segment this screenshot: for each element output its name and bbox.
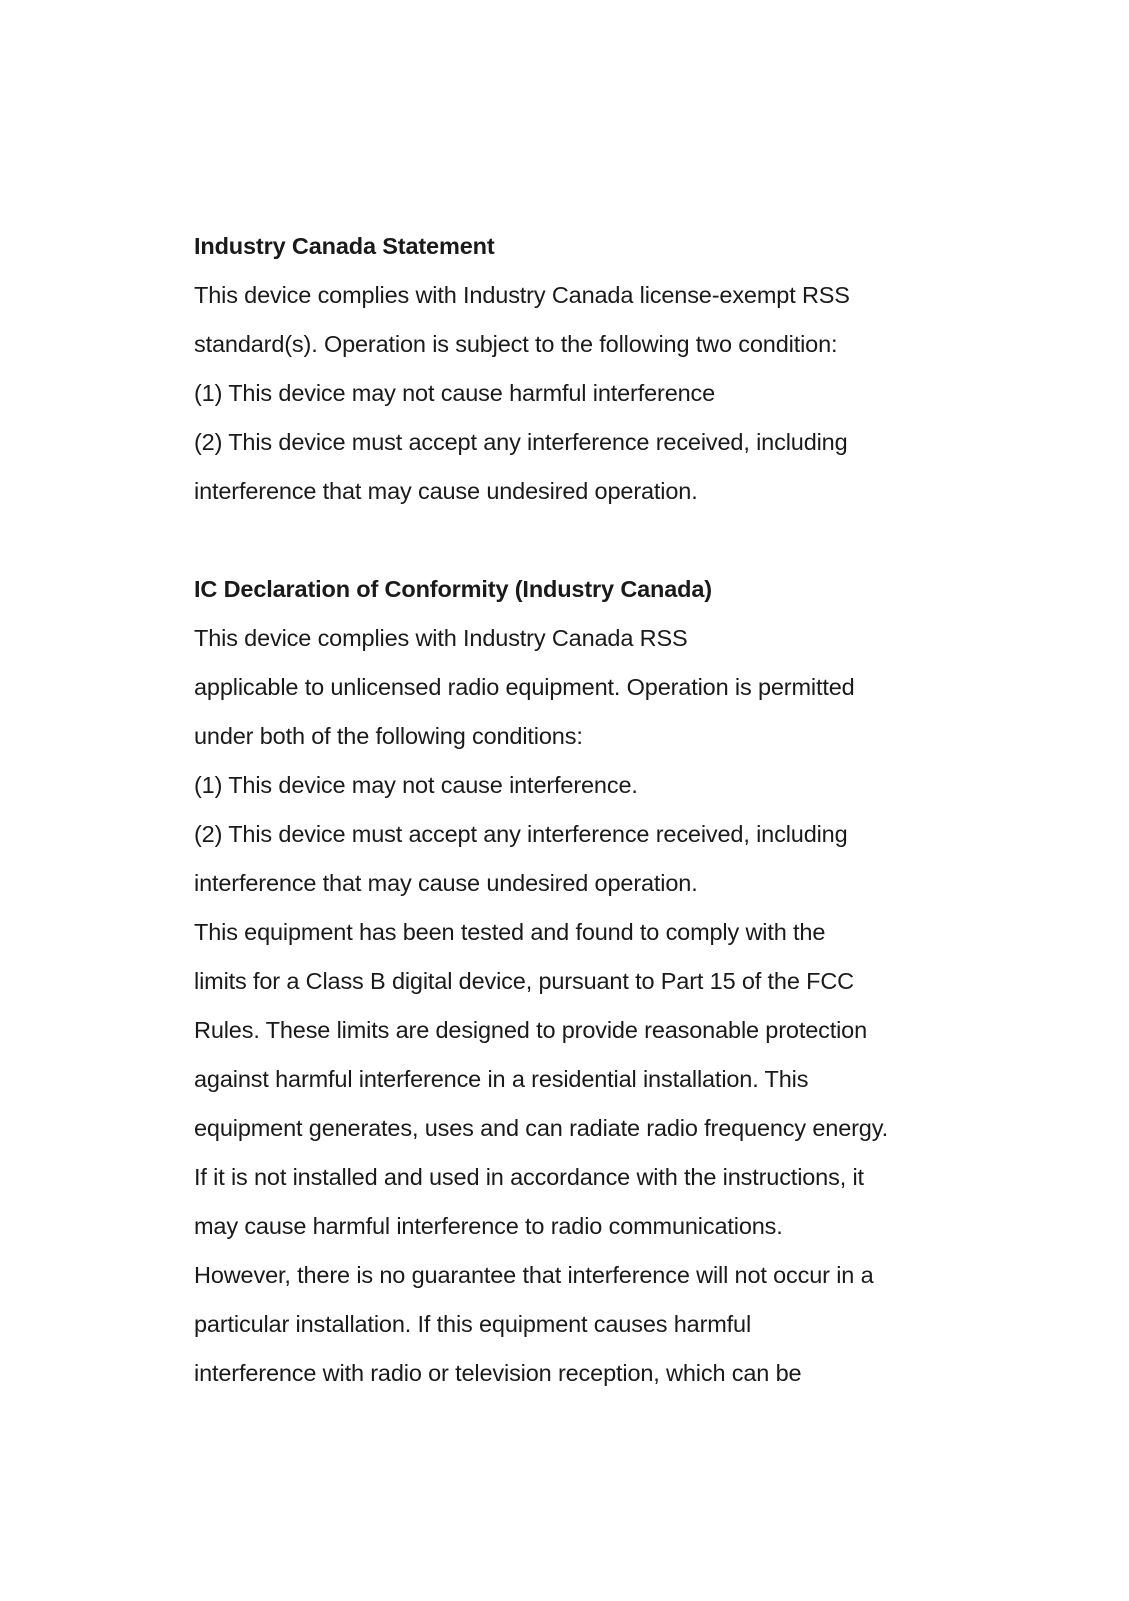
paragraph-line: may cause harmful interference to radio communications. — [194, 1213, 783, 1239]
paragraph-line: This device complies with Industry Canada RSS — [194, 625, 688, 651]
paragraph-line: applicable to unlicensed radio equipment. Operation is permitted — [194, 674, 855, 700]
paragraph-line: limits for a Class B digital device, pursuant to Part 15 of the FCC — [194, 968, 854, 994]
paragraph-line: (1) This device may not cause harmful interference — [194, 380, 716, 406]
paragraph-line: However, there is no guarantee that interference will not occur in a — [194, 1262, 874, 1288]
paragraph-line: against harmful interference in a residential installation. This — [194, 1066, 809, 1092]
section-heading-industry-canada-statement: Industry Canada Statement — [194, 233, 495, 259]
paragraph-line: This equipment has been tested and found to comply with the — [194, 919, 826, 945]
paragraph-line: equipment generates, uses and can radiate radio frequency energy. — [194, 1115, 888, 1141]
paragraph-line: interference that may cause undesired operation. — [194, 870, 698, 896]
paragraph-line: interference with radio or television reception, which can be — [194, 1360, 802, 1386]
paragraph-line: This device complies with Industry Canada license-exempt RSS — [194, 282, 850, 308]
paragraph-line: interference that may cause undesired operation. — [194, 478, 698, 504]
paragraph-line: standard(s). Operation is subject to the following two condition: — [194, 331, 838, 357]
paragraph-line: (2) This device must accept any interference received, including — [194, 429, 848, 455]
paragraph-line: under both of the following conditions: — [194, 723, 583, 749]
section-heading-ic-declaration: IC Declaration of Conformity (Industry Canada) — [194, 576, 712, 602]
paragraph-line: particular installation. If this equipment causes harmful — [194, 1311, 752, 1337]
paragraph-line: (1) This device may not cause interference. — [194, 772, 638, 798]
paragraph-line: If it is not installed and used in accordance with the instructions, it — [194, 1164, 864, 1190]
paragraph-line: (2) This device must accept any interference received, including — [194, 821, 848, 847]
paragraph-line: Rules. These limits are designed to provide reasonable protection — [194, 1017, 868, 1043]
